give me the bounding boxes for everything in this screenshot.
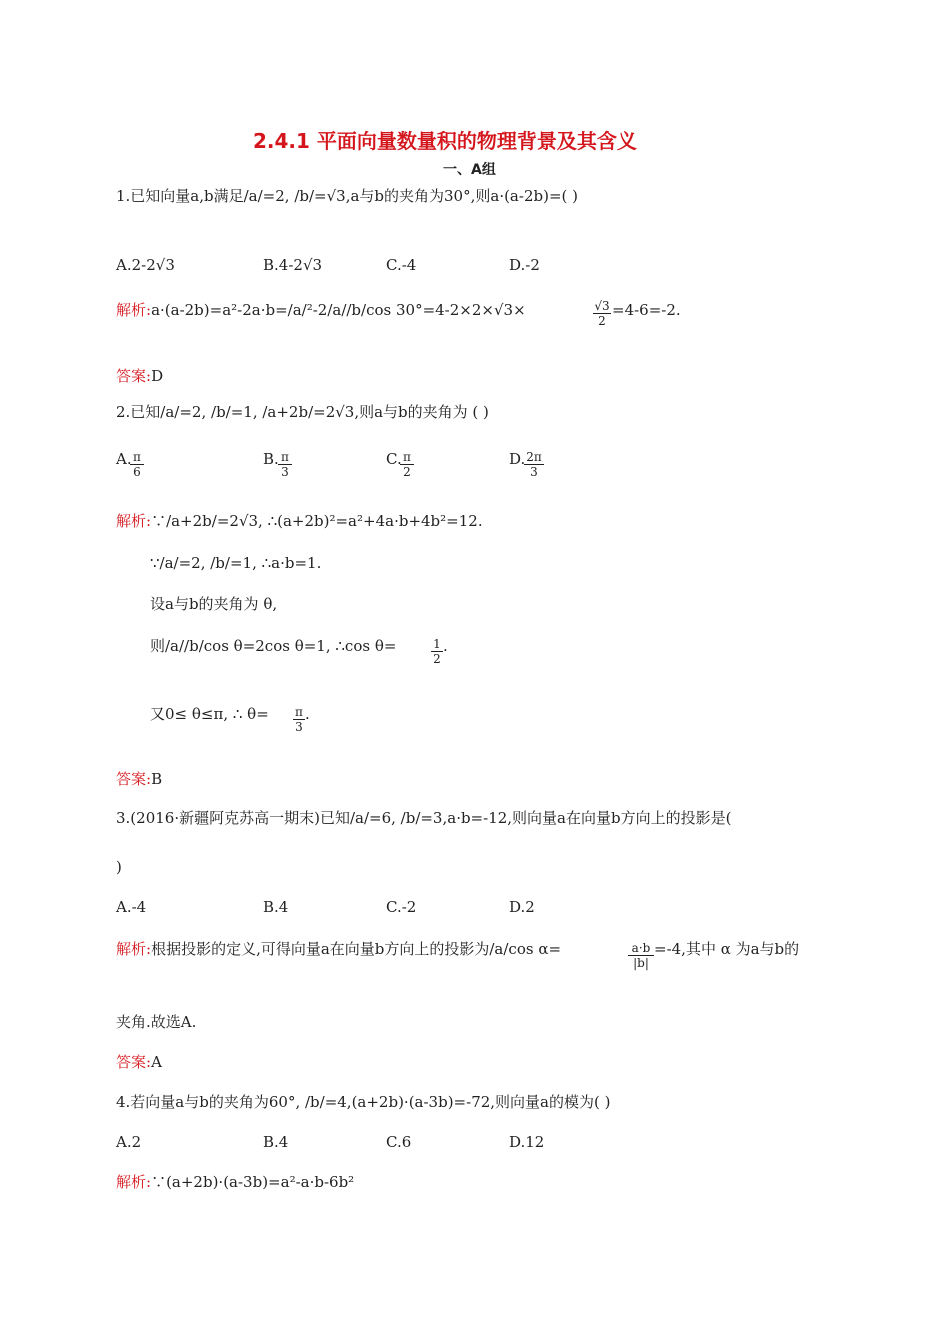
- q2-line4-tail: .: [443, 637, 448, 655]
- q2-option-c-prefix: C.: [386, 450, 402, 468]
- q2-analysis-line5: 又0≤ θ≤π, ∴ θ=: [150, 705, 269, 723]
- q3-analysis-text: 根据投影的定义,可得向量a在向量b方向上的投影为/a/cos α=: [151, 940, 562, 958]
- q1-analysis-tail: =4-6=-2.: [612, 301, 681, 319]
- q4-option-a: A.2: [116, 1133, 142, 1151]
- q2-analysis-line3: 设a与b的夹角为 θ,: [150, 595, 278, 613]
- answer-label: 答案:: [116, 770, 152, 788]
- fraction-numerator: √3: [594, 299, 610, 313]
- q2-analysis-line2: ∵/a/=2, /b/=1, ∴a·b=1.: [150, 554, 322, 572]
- q1-option-c: C.-4: [386, 256, 417, 274]
- fraction-denominator: 2: [400, 464, 414, 479]
- q2-option-b-prefix: B.: [263, 450, 279, 468]
- q2-option-b-fraction: [278, 450, 292, 479]
- q3-analysis-continued: 夹角.故选A.: [116, 1013, 197, 1031]
- q1-analysis: [116, 300, 526, 320]
- q3-analysis-fraction: [628, 941, 654, 970]
- q3-analysis-tail: =-4,其中 α 为a与b的: [654, 940, 800, 958]
- answer-label: 答案:: [116, 1053, 152, 1071]
- fraction-denominator: 3: [293, 719, 305, 734]
- fraction-numerator: π: [133, 450, 141, 464]
- q2-option-d-fraction: [524, 450, 544, 479]
- q1-stem: 1.已知向量a,b满足/a/=2, /b/=√3,a与b的夹角为30°,则a·(a-2b)=( ): [116, 187, 578, 205]
- analysis-label: 解析:: [116, 1173, 152, 1191]
- q2-answer: [116, 769, 162, 789]
- q4-option-d: D.12: [509, 1133, 545, 1151]
- fraction-numerator: π: [295, 705, 303, 719]
- q3-analysis: [116, 939, 561, 959]
- q4-option-b: B.4: [263, 1133, 289, 1151]
- fraction-numerator: 1: [433, 637, 441, 651]
- q2-option-a-prefix: A.: [116, 450, 132, 468]
- analysis-label: 解析:: [116, 940, 152, 958]
- analysis-label: 解析:: [116, 301, 152, 319]
- q2-stem: 2.已知/a/=2, /b/=1, /a+2b/=2√3,则a与b的夹角为 ( ): [116, 403, 489, 421]
- q2-line4-fraction: [431, 637, 443, 666]
- fraction-denominator: 3: [278, 464, 292, 479]
- fraction-denominator: 2: [593, 313, 611, 328]
- q1-analysis-fraction: [593, 299, 611, 328]
- q3-answer: [116, 1052, 162, 1072]
- q3-option-c: C.-2: [386, 898, 417, 916]
- fraction-numerator: a·b: [631, 941, 651, 955]
- q1-option-a: A.2-2√3: [116, 256, 175, 274]
- q3-option-a: A.-4: [116, 898, 147, 916]
- fraction-numerator: π: [281, 450, 289, 464]
- q2-answer-value: B: [151, 770, 163, 788]
- q3-option-b: B.4: [263, 898, 289, 916]
- fraction-denominator: 6: [130, 464, 144, 479]
- fraction-denominator: 3: [524, 464, 544, 479]
- q4-option-c: C.6: [386, 1133, 412, 1151]
- q1-option-d: D.-2: [509, 256, 540, 274]
- q3-option-d: D.2: [509, 898, 535, 916]
- fraction-denominator: |b|: [628, 955, 654, 970]
- fraction-numerator: 2π: [526, 450, 542, 464]
- q2-option-d-prefix: D.: [509, 450, 526, 468]
- q1-option-b: B.4-2√3: [263, 256, 323, 274]
- q2-line5-tail: .: [305, 705, 310, 723]
- q4-stem: 4.若向量a与b的夹角为60°, /b/=4,(a+2b)·(a-3b)=-72,则向量a的模为( ): [116, 1093, 611, 1111]
- analysis-label: 解析:: [116, 512, 152, 530]
- q1-analysis-text: a·(a-2b)=a²-2a·b=/a/²-2/a//b/cos 30°=4-2×2×√3×: [151, 301, 526, 319]
- section-heading: 一、A组: [443, 162, 496, 178]
- fraction-numerator: π: [403, 450, 411, 464]
- answer-label: 答案:: [116, 367, 152, 385]
- q4-analysis: [116, 1172, 354, 1192]
- q1-answer-value: D: [151, 367, 164, 385]
- q2-option-c-fraction: [400, 450, 414, 479]
- q3-stem-continued: ): [116, 858, 122, 876]
- page-title: 2.4.1 平面向量数量积的物理背景及其含义: [253, 129, 637, 153]
- q2-analysis-line1: ∵/a+2b/=2√3, ∴(a+2b)²=a²+4a·b+4b²=12.: [151, 512, 483, 530]
- q2-line5-fraction: [293, 705, 305, 734]
- q2-analysis-line4: 则/a//b/cos θ=2cos θ=1, ∴cos θ=: [150, 637, 397, 655]
- q2-analysis: [116, 511, 483, 531]
- q4-analysis-text: ∵(a+2b)·(a-3b)=a²-a·b-6b²: [151, 1173, 355, 1191]
- q2-option-a-fraction: [130, 450, 144, 479]
- q3-stem: 3.(2016·新疆阿克苏高一期末)已知/a/=6, /b/=3,a·b=-12,则向量a在向量b方向上的投影是(: [116, 809, 732, 827]
- fraction-denominator: 2: [431, 651, 443, 666]
- q1-answer: [116, 366, 163, 386]
- q3-answer-value: A: [151, 1053, 162, 1071]
